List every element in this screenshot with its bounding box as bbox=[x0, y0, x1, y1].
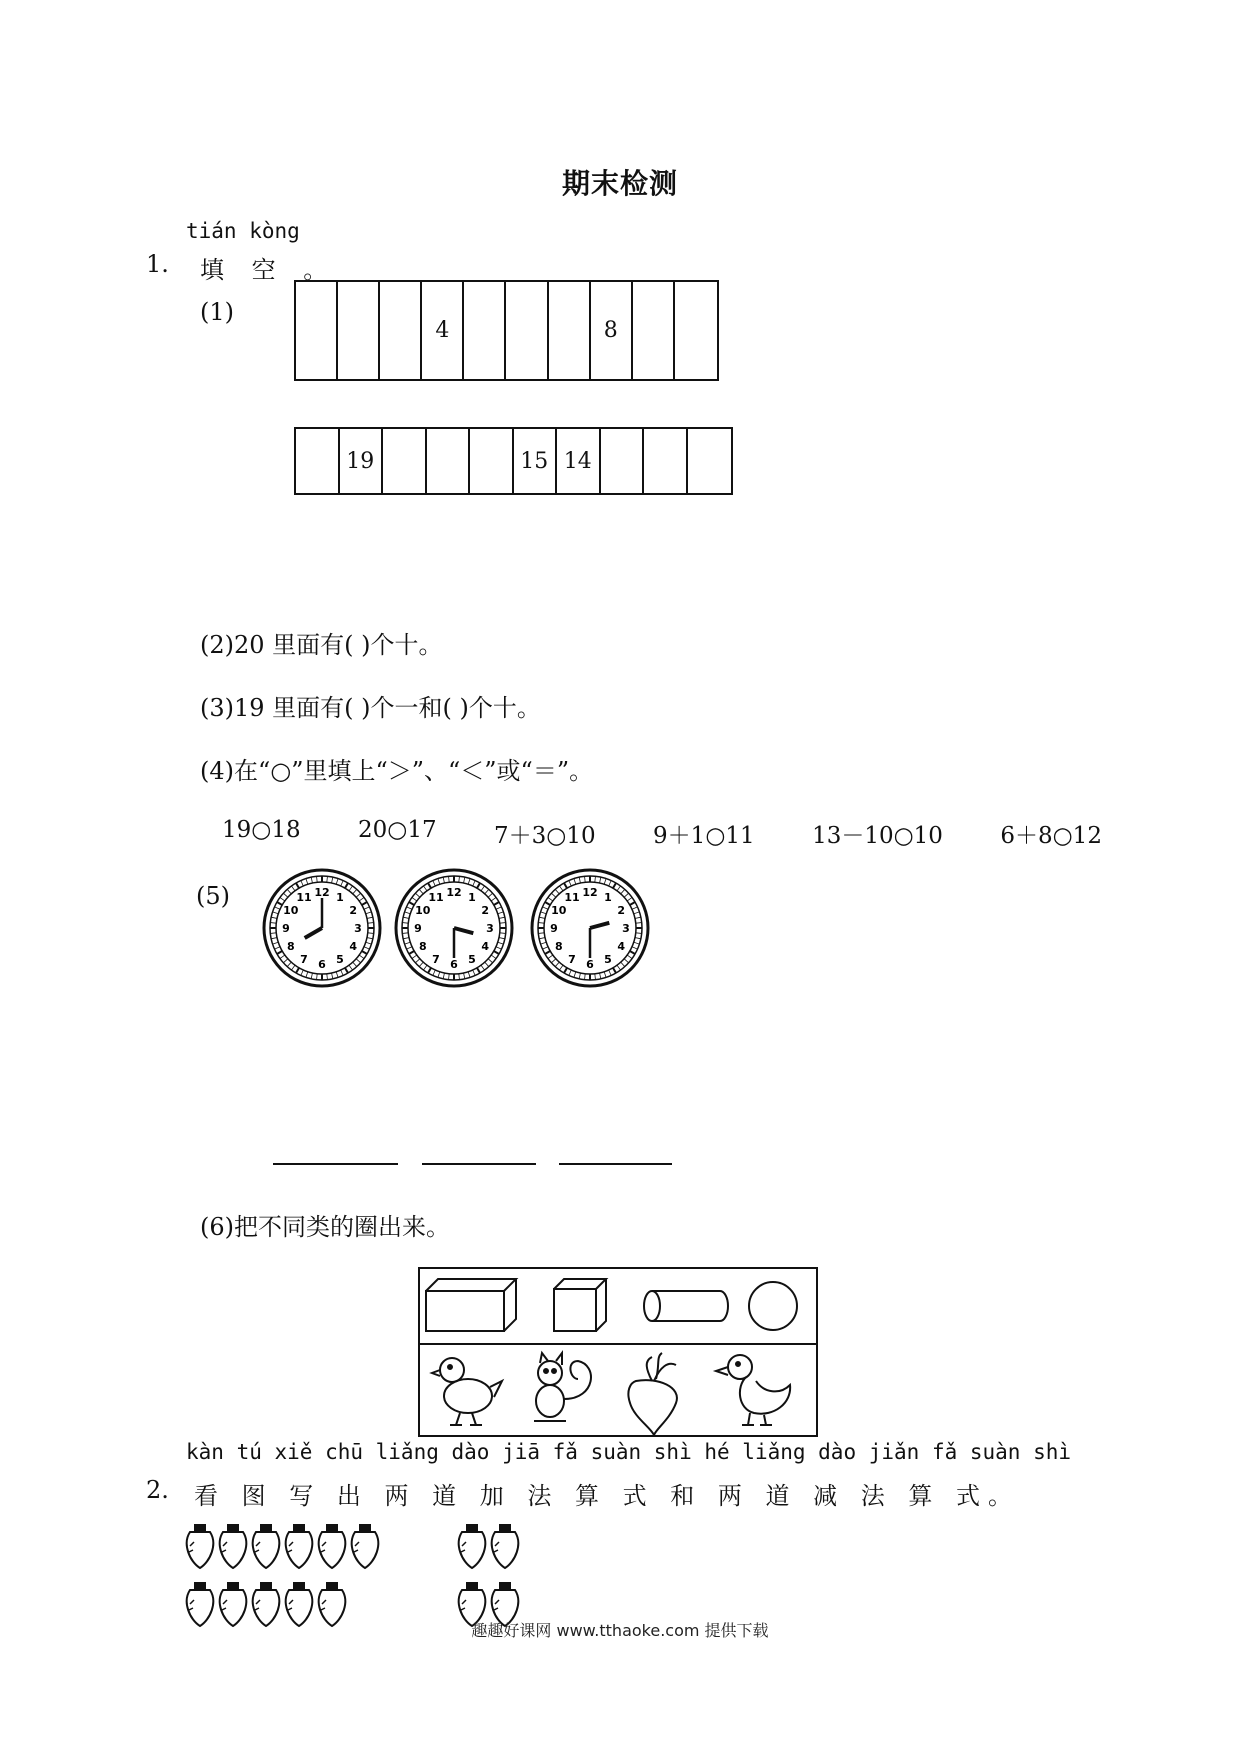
number-cell[interactable] bbox=[427, 429, 471, 493]
number-sequence-row-2 bbox=[294, 427, 733, 495]
q1-part2: (2)20 里面有( )个十。 bbox=[200, 631, 443, 659]
number-cell[interactable] bbox=[338, 282, 380, 379]
clock-numeral: 7 bbox=[300, 953, 308, 967]
vegetable-icon bbox=[492, 1524, 519, 1568]
duck-icon bbox=[716, 1355, 790, 1425]
clock-numeral: 2 bbox=[617, 904, 626, 917]
cube-icon bbox=[554, 1279, 606, 1331]
clock-icon bbox=[396, 870, 512, 986]
clock-numeral: 4 bbox=[481, 940, 490, 953]
classification-figures bbox=[420, 1269, 816, 1435]
hour-hand bbox=[305, 928, 322, 938]
comparison-list bbox=[222, 817, 1102, 850]
clock-numeral: 10 bbox=[551, 904, 567, 917]
comparison-item: 20○17 bbox=[358, 817, 437, 843]
q2-number: 2. bbox=[146, 1476, 169, 1504]
vegetable-icon bbox=[286, 1524, 313, 1568]
clock-numeral: 8 bbox=[554, 940, 563, 953]
number-cell[interactable] bbox=[464, 282, 506, 379]
number-cell[interactable]: 8 bbox=[591, 282, 633, 379]
q1-number: 1. bbox=[146, 250, 169, 278]
clock-icon bbox=[532, 870, 648, 986]
hour-hand bbox=[590, 923, 609, 928]
q1-part4: (4)在“○”里填上“＞”、“＜”或“＝”。 bbox=[200, 757, 594, 785]
number-cell[interactable] bbox=[506, 282, 548, 379]
vegetable-icon bbox=[253, 1524, 280, 1568]
number-cell[interactable] bbox=[601, 429, 645, 493]
clock-numeral: 11 bbox=[564, 890, 580, 904]
vegetable-icon bbox=[319, 1524, 346, 1568]
clock-numeral: 10 bbox=[283, 904, 299, 917]
number-cell[interactable] bbox=[296, 429, 340, 493]
clock-icon bbox=[264, 870, 380, 986]
vegetable-icon bbox=[352, 1524, 379, 1568]
number-cell[interactable] bbox=[633, 282, 675, 379]
number-cell[interactable]: 19 bbox=[340, 429, 384, 493]
number-cell[interactable] bbox=[380, 282, 422, 379]
clock-numeral: 1 bbox=[604, 890, 612, 904]
number-cell[interactable]: 4 bbox=[422, 282, 464, 379]
clock-numeral: 6 bbox=[586, 958, 594, 971]
vegetable-icon bbox=[459, 1524, 486, 1568]
footer-text: 趣趣好课网 www.tthaoke.com 提供下载 bbox=[471, 1621, 769, 1640]
clock-numeral: 3 bbox=[354, 922, 362, 935]
radish-icon bbox=[628, 1353, 677, 1435]
clock-numeral: 7 bbox=[432, 953, 440, 967]
clock-numeral: 12 bbox=[314, 886, 330, 899]
clock-row bbox=[262, 868, 662, 988]
page-title: 期末检测 bbox=[561, 167, 678, 200]
number-cell[interactable] bbox=[675, 282, 717, 379]
clock-numeral: 3 bbox=[486, 922, 494, 935]
q1-label: 填 空 。 bbox=[200, 256, 338, 284]
answer-line bbox=[422, 1163, 536, 1165]
vegetable-icon bbox=[220, 1524, 247, 1568]
clock-numeral: 12 bbox=[582, 886, 598, 899]
number-sequence-row-1 bbox=[294, 280, 719, 381]
clock-numeral: 1 bbox=[336, 890, 344, 904]
number-cell[interactable] bbox=[296, 282, 338, 379]
circle-icon bbox=[749, 1282, 797, 1330]
clock-numeral: 5 bbox=[336, 953, 344, 967]
number-cell[interactable] bbox=[688, 429, 732, 493]
clock-numeral: 3 bbox=[622, 922, 630, 935]
hour-hand bbox=[454, 928, 473, 933]
answer-line bbox=[273, 1163, 398, 1165]
clock-numeral: 7 bbox=[568, 953, 576, 967]
clock-numeral: 5 bbox=[604, 953, 612, 967]
clock-numeral: 8 bbox=[286, 940, 295, 953]
clock-numeral: 2 bbox=[349, 904, 358, 917]
clock-numeral: 1 bbox=[468, 890, 476, 904]
clock-numeral: 12 bbox=[446, 886, 462, 899]
clock-numeral: 4 bbox=[617, 940, 626, 953]
number-cell[interactable] bbox=[470, 429, 514, 493]
vegetable-picture bbox=[184, 1514, 544, 1634]
comparison-item: 19○18 bbox=[222, 817, 301, 843]
number-cell[interactable] bbox=[549, 282, 591, 379]
q1-part1-label: (1) bbox=[200, 298, 234, 326]
q1-part5-label: (5) bbox=[196, 882, 230, 910]
comparison-item: 9＋1○11 bbox=[653, 823, 755, 849]
q1-pinyin: tián kòng bbox=[186, 219, 300, 243]
clock-numeral: 9 bbox=[550, 922, 558, 935]
clock-numeral: 2 bbox=[481, 904, 490, 917]
clock-numeral: 5 bbox=[468, 953, 476, 967]
comparison-item: 13－10○10 bbox=[812, 823, 943, 849]
cylinder-icon bbox=[644, 1291, 728, 1321]
number-cell[interactable]: 14 bbox=[557, 429, 601, 493]
vegetable-icon bbox=[187, 1524, 214, 1568]
clock-numeral: 9 bbox=[282, 922, 290, 935]
number-cell[interactable] bbox=[383, 429, 427, 493]
q2-label: 看 图 写 出 两 道 加 法 算 式 和 两 道 减 法 算 式。 bbox=[194, 1482, 1021, 1510]
clock-numeral: 9 bbox=[414, 922, 422, 935]
answer-line bbox=[559, 1163, 672, 1165]
clock-numeral: 8 bbox=[418, 940, 427, 953]
q2-pinyin: kàn tú xiě chū liǎng dào jiā fǎ suàn shì hé liǎng dào jiǎn fǎ suàn shì bbox=[186, 1440, 1072, 1464]
comparison-item: 7＋3○10 bbox=[494, 823, 596, 849]
squirrel-icon bbox=[534, 1353, 591, 1421]
clock-numeral: 6 bbox=[318, 958, 326, 971]
number-cell[interactable] bbox=[644, 429, 688, 493]
clock-numeral: 4 bbox=[349, 940, 358, 953]
q1-part6: (6)把不同类的圈出来。 bbox=[200, 1213, 450, 1241]
chick-icon bbox=[432, 1358, 502, 1425]
classification-box bbox=[418, 1267, 818, 1437]
clock-numeral: 11 bbox=[428, 890, 444, 904]
q1-part3: (3)19 里面有( )个一和( )个十。 bbox=[200, 694, 541, 722]
clock-numeral: 11 bbox=[296, 890, 312, 904]
cuboid-icon bbox=[426, 1279, 516, 1331]
clock-numeral: 10 bbox=[415, 904, 431, 917]
clock-numeral: 6 bbox=[450, 958, 458, 971]
comparison-item: 6＋8○12 bbox=[1000, 823, 1102, 849]
number-cell[interactable]: 15 bbox=[514, 429, 558, 493]
